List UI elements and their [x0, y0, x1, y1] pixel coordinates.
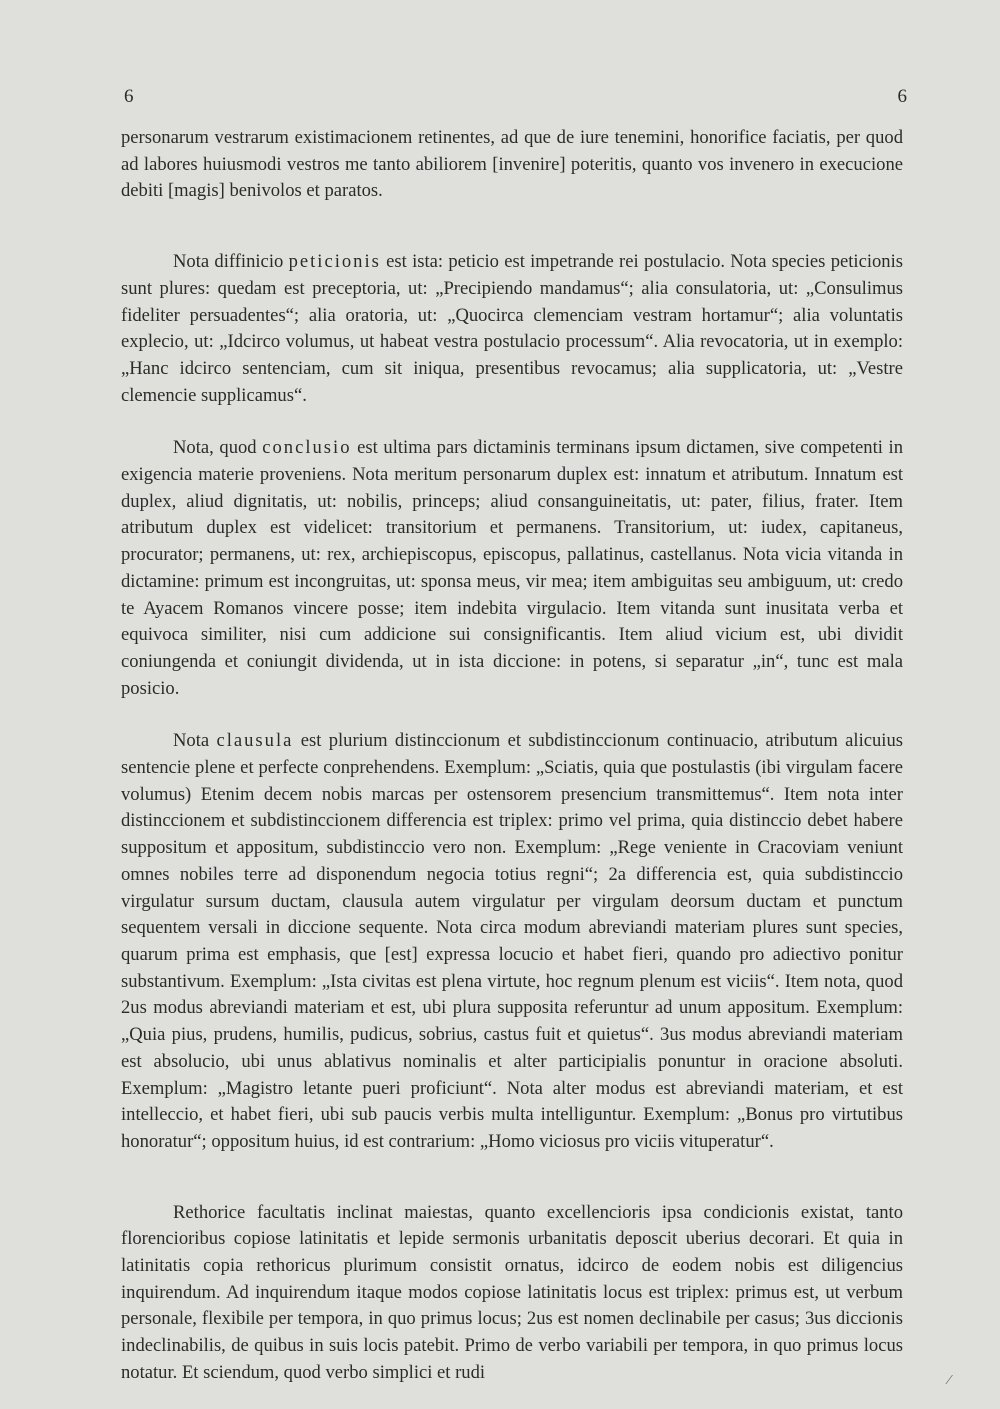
paragraph-peticio-body: est ista: peticio est impetrande rei postulacio. Nota species peticionis sunt plures: quedam est preceptoria, ut: „Precipiendo mandamus“; alia consulatoria, ut: „Consulimus fideliter persuadentes“; alia oratoria, ut: „Quocirca clemenciam vestram hortamur“; alia voluntatis explecio, ut: „Idcirco volumus, ut habeat vestra postulacio processum“. Alia revocatoria, ut in exemplo: „Hanc idcirco sentenciam, cum sit iniqua, presentibus revocamus; alia supplicatoria, ut: „Vestre clemencie supplicamus“.: [121, 251, 903, 406]
paragraph-peticio-lead: Nota diffinicio: [173, 251, 289, 273]
paragraph-clausula-body: est plurium distinccionum et subdistinccionum continuacio, atributum alicuius sentencie plene et perfecte conprehendens. Exemplum: „Sciatis, quia que postulastis (ibi virgulam facere volumus) Etenim decem nobis marcas per ostensorem presencium transmittemus“. Item nota inter distinccionem et subdistinccionem differencia est triplex: primo vel prima, quia distinccio debet habere suppositum et appositum, subdistinccio vero non. Exemplum: „Rege veniente in Cracoviam veniunt omnes nobiles terre ad disponendum negocia totius regni“; 2a differencia est, quia subdistinccio virgulatur sursum ductam, clausula autem virgulatur per virgulam deorsum ductam et punctum sequentem versali in diccione sequente. Nota circa modum abreviandi materiam plures sunt species, quarum prima est emphasis, que [est] expressa locucio et habet fieri, quando pro adiectivo ponitur substantivum. Exemplum: „Ista civitas est plena virtute, hoc regnum plenum est viciis“. Item nota, quod 2us modus abreviandi materiam et est, ubi plura supposita referuntur ad unum appositum. Exemplum: „Quia pius, prudens, humilis, pudicus, sobrius, castus fuit et quietus“. 3us modus abreviandi materiam est absolucio, ubi unus ablativus nominalis et alter participialis ponuntur in oracione absoluti. Exemplum: „Magistro letante pueri proficiunt“. Nota alter modus est abreviandi materiam, et est intelleccio, et habet fieri, ubi sub paucis verbis multa intelliguntur. Exemplum: „Bonus pro virtutibus honoratur“; oppositum huius, id est contrarium: „Homo viciosus pro viciis vituperatur“.: [121, 730, 903, 1152]
paragraph-1: personarum vestrarum existimacionem retinentes, ad que de iure tenemini, honorifice faciatis, per quod ad labores huiusmodi vestros me tanto abiliorem [invenire] poteritis, quanto vos invenero in execucione debiti [magis] benivolos et paratos.: [121, 127, 903, 202]
paragraph-clausula: [121, 728, 903, 1155]
paragraph-clausula-lead: Nota: [173, 730, 217, 752]
paragraph-rethorice: Rethorice facultatis inclinat maiestas, quanto excellencioris ipsa condicionis existat, tanto florencioribus copiose latinitatis et lepide sermonis urbanitatis deposcit uberius decorari. Et quia in latinitatis copia rethoricus plurimum consistit ornatus, idcirco de eodem nobis est diligencius inquirendum. Ad inquirendum itaque modos copiose latinitatis locus est triplex: primus est, ut verbum personale, flexibile per tempora, in quo primus locus; 2us est nomen declinabile per casus; 3us diccionis indeclinabilis, de quibus in suis locis patebit. Primo de verbo variabili per tempora, in quo primus locus notatur. Et sciendum, quod verbo simplici et rudi: [121, 1201, 903, 1383]
paper-speck: ⁄: [948, 1373, 951, 1388]
paragraph-conclusio: [121, 435, 903, 702]
paragraph-peticio: [121, 249, 903, 409]
paragraph-conclusio-body: est ultima pars dictaminis terminans ipsum dictamen, sive competenti in exigencia materie proveniens. Nota meritum personarum duplex est: innatum et atributum. Innatum est duplex, aliud dignitatis, ut: nobilis, princeps; aliud consanguineitatis, ut: pater, filius, frater. Item atributum duplex est videlicet: transitorium et permanens. Transitorium, ut: iudex, capitaneus, procurator; permanens, ut: rex, archiepiscopus, episcopus, pallatinus, castellanus. Nota vicia vitanda in dictamine: primum est incongruitas, ut: sponsa meus, vir mea; item ambiguitas seu ambiguum, ut: credo te Ayacem Romanos vincere posse; item indebita virgulacio. Item vitanda sunt inusitata verba et equivoca similiter, nisi cum addicione sui consignificantis. Item aliud vicium est, ubi dividit coniungenda et coniungit dividenda, ut in ista diccione: in potens, si separatur „in“, tunc est mala posicio.: [121, 437, 903, 699]
page-number-right: 6: [897, 86, 907, 107]
term-conclusio: conclusio: [262, 437, 352, 459]
paragraph-conclusio-lead: Nota, quod: [173, 437, 263, 459]
term-clausula: clausula: [216, 730, 294, 752]
page-body: [121, 125, 903, 1387]
page-number-left: 6: [124, 86, 134, 107]
term-peticionis: peticionis: [288, 251, 381, 273]
